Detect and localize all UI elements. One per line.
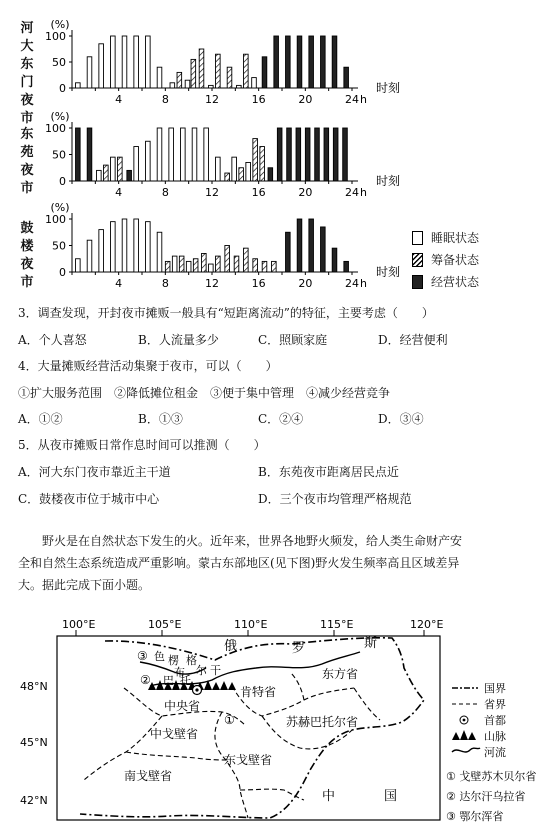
bar-open (87, 240, 92, 272)
bar-open (122, 219, 127, 272)
bar-open (122, 36, 127, 88)
x-tick-label: 16 (251, 186, 266, 199)
bar-hatched (239, 168, 244, 181)
q3-option-c[interactable]: C．照顾家庭 (258, 333, 328, 347)
percent-axis-label: (%) (50, 18, 70, 31)
province-label: 南戈壁省 (124, 769, 173, 783)
lat-label: 45°N (20, 736, 48, 749)
legend-prepare (412, 251, 479, 268)
bar-hatched (216, 54, 221, 88)
bar-hatched (253, 259, 258, 272)
bar-open (186, 261, 191, 272)
bar-open (172, 256, 177, 272)
y-tick-label: 100 (45, 30, 66, 43)
bar-open (134, 147, 139, 181)
q5-option-c[interactable]: C．鼓楼夜市位于城市中心 (18, 492, 160, 506)
bar-solid (127, 170, 132, 181)
bar-open (146, 222, 151, 272)
x-tick-label: 4 (115, 93, 123, 106)
bar-open (99, 44, 104, 88)
y-tick-label: 0 (59, 82, 66, 95)
bar-hatched (202, 253, 207, 272)
q4-option-c[interactable]: C．②④ (258, 412, 304, 426)
map-small-label: 巴 (163, 674, 174, 687)
map-note: ② 达尔汗乌拉省 (446, 790, 526, 803)
capital-marker (193, 686, 202, 695)
lon-label: 105°E (148, 618, 182, 631)
bar-hatched (227, 67, 232, 88)
lat-label: 42°N (20, 794, 48, 807)
bar-hatched (244, 54, 249, 88)
y-tick-label: 100 (45, 122, 66, 135)
bar-hatched (234, 256, 239, 272)
bar-open (170, 83, 175, 88)
lon-label: 120°E (410, 618, 444, 631)
q3-option-a[interactable]: A．个人喜怒 (18, 333, 87, 347)
bar-open (181, 128, 186, 181)
passage-line-1: 野火是在自然状态下发生的火。近年来，世界各地野火频发，给人类生命财产安 (42, 534, 463, 548)
bar-hatched (177, 72, 182, 88)
y-tick-label: 0 (59, 175, 66, 188)
bar-solid (344, 261, 349, 272)
time-axis-label: 时刻 (376, 81, 401, 95)
bar-open (134, 36, 139, 88)
time-axis-label: 时刻 (376, 174, 401, 188)
passage-line-3: 大。据此完成下面小题。 (18, 578, 151, 592)
map-legend-label: 首都 (484, 714, 506, 727)
lat-label: 48°N (20, 680, 48, 693)
bar-solid (344, 67, 349, 88)
passage-line-2: 全和自然生态系统造成严重影响。蒙古东部地区(见下图)野火发生频率高且区域差异 (18, 556, 460, 570)
hour-unit: h (360, 93, 367, 106)
circled-2-label: ② (140, 673, 151, 687)
lon-label: 110°E (234, 618, 268, 631)
bar-open (111, 157, 116, 181)
y-tick-label: 50 (52, 148, 66, 162)
legend-sleep (412, 229, 479, 246)
bar-hatched (191, 59, 196, 88)
panel-label-1: 河大东门夜市 (20, 21, 34, 126)
x-tick-label: 12 (205, 277, 219, 290)
bar-open (87, 57, 92, 88)
bar-open (111, 222, 116, 272)
map-small-label: 布 (174, 666, 185, 679)
legend-open-swatch (412, 231, 423, 245)
province-label: 中戈壁省 (150, 727, 199, 741)
legend-label: 经营状态 (431, 275, 480, 289)
lon-label: 100°E (62, 618, 96, 631)
bar-open (246, 162, 251, 181)
y-tick-label: 100 (45, 213, 66, 226)
circled-1-label: ① (224, 713, 235, 727)
bar-hatched (104, 165, 109, 181)
map-legend (452, 682, 506, 759)
bar-solid (286, 36, 291, 88)
province-label: 东戈壁省 (224, 753, 273, 767)
bar-open (237, 85, 242, 88)
legend-label: 睡眠状态 (431, 231, 480, 245)
map-frame (57, 636, 440, 820)
x-tick-label: 8 (161, 93, 169, 106)
bar-open (111, 36, 116, 88)
legend-solid-swatch (412, 275, 423, 289)
china-char-2: 国 (384, 789, 398, 804)
map-legend-label: 国界 (484, 682, 506, 695)
bar-hatched (165, 261, 170, 272)
passage (18, 530, 534, 596)
q4-option-a[interactable]: A．①② (18, 412, 63, 426)
bar-solid (332, 248, 337, 272)
x-tick-label: 20 (298, 277, 313, 290)
bar-solid (297, 36, 302, 88)
legend-label: 筹备状态 (431, 253, 480, 267)
x-tick-label: 8 (161, 277, 169, 290)
circled-3-label: ③ (137, 649, 148, 663)
bar-open (146, 141, 151, 181)
q3-option-b[interactable]: B．人流量多少 (138, 333, 219, 347)
map-small-label: 格 (186, 654, 197, 667)
russia-char-1: 俄 (224, 639, 238, 654)
bar-hatched (179, 256, 184, 272)
panel-label-2: 东苑夜市 (20, 127, 34, 196)
national-border (80, 638, 424, 818)
province-label: 中央省 (164, 699, 201, 713)
map-legend-label: 山脉 (484, 730, 506, 743)
bar-solid (76, 128, 81, 181)
y-tick-label: 0 (59, 266, 66, 279)
legend-operate (412, 273, 479, 290)
x-tick-label: 20 (298, 186, 313, 199)
map-legend-label: 省界 (484, 698, 506, 711)
q5-option-d[interactable]: D．三个夜市均管理严格规范 (258, 492, 412, 506)
bar-open (169, 128, 174, 181)
bar-hatched (118, 157, 123, 181)
bar-open (76, 259, 81, 272)
bar-open (185, 80, 190, 88)
legend-hatched-swatch (412, 253, 423, 267)
q5-option-a[interactable]: A．河大东门夜市靠近主干道 (18, 465, 171, 479)
bar-solid (262, 57, 267, 88)
bar-hatched (199, 49, 204, 88)
bar-hatched (225, 246, 230, 273)
y-tick-label: 50 (52, 56, 66, 69)
x-tick-label: 24 (345, 186, 359, 199)
russia-char-3: 斯 (364, 636, 378, 651)
x-tick-label: 16 (251, 277, 266, 290)
bar-open (192, 128, 197, 181)
bar-hatched (216, 256, 221, 272)
bar-open (204, 128, 209, 181)
bar-solid (333, 128, 338, 181)
bar-open (252, 78, 257, 88)
province-label: 东方省 (322, 667, 359, 681)
bar-solid (315, 128, 320, 181)
y-tick-label: 50 (52, 239, 66, 253)
bar-solid (268, 168, 273, 181)
x-tick-label: 12 (205, 186, 219, 199)
q5-option-b[interactable]: B．东苑夜市距离居民点近 (258, 465, 399, 479)
china-char-1: 中 (322, 789, 336, 804)
bar-hatched (244, 248, 249, 272)
q4-stem: 4．大量摊贩经营活动集聚于夜市，可以（ ） (18, 359, 278, 373)
hour-unit: h (360, 186, 367, 199)
panel-label-3: 鼓楼夜市 (20, 221, 34, 290)
bar-hatched (225, 173, 230, 181)
russia-char-2: 罗 (292, 641, 306, 656)
percent-axis-label: (%) (50, 201, 70, 214)
bar-open (209, 264, 214, 272)
map-note: ③ 鄂尔浑省 (446, 810, 504, 823)
bar-open (146, 36, 151, 88)
x-tick-label: 16 (251, 93, 266, 106)
map-legend-label: 河流 (484, 746, 506, 759)
province-label: 肯特省 (240, 685, 277, 699)
map-small-label: 尔 (196, 664, 207, 677)
lon-label: 115°E (320, 618, 354, 631)
q4-option-d[interactable]: D．③④ (378, 412, 424, 426)
mountain-range (148, 680, 236, 690)
x-tick-label: 24 (345, 93, 359, 106)
bar-solid (321, 227, 326, 272)
x-tick-label: 24 (345, 277, 359, 290)
q5-stem: 5．从夜市摊贩日常作息时间可以推测（ ） (18, 438, 266, 452)
bar-hatched (272, 261, 277, 272)
x-tick-label: 20 (298, 93, 313, 106)
bar-open (232, 157, 237, 181)
bar-solid (296, 128, 301, 181)
bar-solid (87, 128, 92, 181)
bar-solid (305, 128, 310, 181)
bar-solid (297, 219, 302, 272)
bar-open (157, 67, 162, 88)
x-tick-label: 12 (205, 93, 219, 106)
map-small-label: 楞 (168, 654, 179, 667)
percent-axis-label: (%) (50, 110, 70, 123)
map-small-label: 干 (210, 664, 221, 677)
q3-option-d[interactable]: D．经营便利 (378, 333, 448, 347)
x-tick-label: 8 (161, 186, 169, 199)
bar-open (76, 83, 81, 88)
province-borders (84, 672, 380, 818)
bar-hatched (260, 147, 265, 181)
bar-open (97, 170, 102, 181)
bar-solid (332, 36, 337, 88)
bar-solid (274, 36, 279, 88)
bar-solid (287, 128, 292, 181)
map-small-label: 色 (154, 650, 165, 663)
bar-open (99, 230, 104, 272)
q4-items: ①扩大服务范围 ②降低摊位租金 ③便于集中管理 ④减少经营竞争 (18, 386, 391, 400)
bar-solid (277, 128, 282, 181)
hour-unit: h (360, 277, 367, 290)
bar-solid (309, 219, 314, 272)
bar-solid (324, 128, 329, 181)
bar-open (157, 128, 162, 181)
bar-hatched (253, 139, 258, 181)
bar-open (216, 157, 221, 181)
bar-solid (343, 128, 348, 181)
bar-solid (286, 232, 291, 272)
province-label: 苏赫巴托尔省 (286, 715, 359, 729)
mongolia-east-map (0, 610, 550, 833)
map-small-label: 托 (180, 674, 191, 687)
map-note: ① 戈壁苏木贝尔省 (446, 770, 537, 783)
bar-hatched (193, 259, 198, 272)
bar-open (209, 85, 214, 88)
bar-solid (321, 36, 326, 88)
q3-stem: 3．调查发现，开封夜市摊贩一般具有“短距离流动”的特征，主要考虑（ ） (18, 306, 434, 320)
x-tick-label: 4 (115, 277, 123, 290)
x-tick-label: 4 (115, 186, 123, 199)
bar-open (134, 219, 139, 272)
bar-solid (309, 36, 314, 88)
bar-open (157, 232, 162, 272)
bar-hatched (262, 261, 267, 272)
time-axis-label: 时刻 (376, 265, 401, 279)
q4-option-b[interactable]: B．①③ (138, 412, 183, 426)
